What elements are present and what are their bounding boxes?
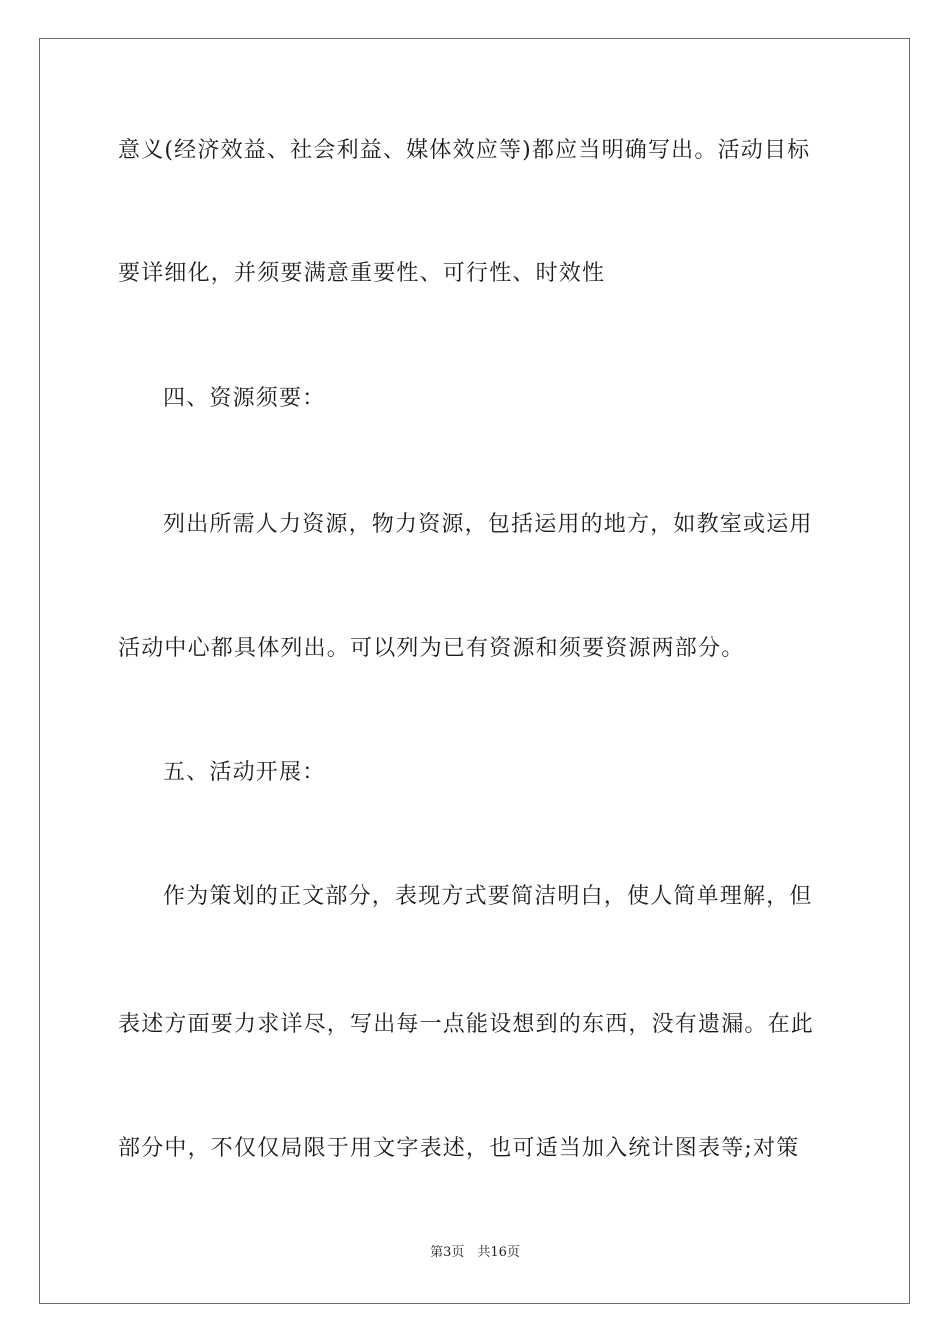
body-text-line: 活动中心都具体列出。可以列为已有资源和须要资源两部分。 (118, 636, 745, 661)
page-border (39, 38, 910, 1304)
body-text-line: 表述方面要力求详尽，写出每一点能设想到的东西，没有遗漏。在此 (118, 1012, 815, 1037)
section-heading-resources: 四、资源须要： (163, 386, 326, 411)
body-text-line: 意义(经济效益、社会利益、媒体效应等)都应当明确写出。活动目标 (118, 138, 811, 163)
section-heading-activity: 五、活动开展： (163, 760, 326, 785)
body-text-line: 作为策划的正文部分，表现方式要简洁明白，使人简单理解，但 (163, 884, 813, 909)
page-number-footer: 第3页 共16页 (430, 1245, 520, 1260)
body-text-line: 要详细化，并须要满意重要性、可行性、时效性 (118, 261, 606, 286)
body-text-line: 列出所需人力资源，物力资源，包括运用的地方，如教室或运用 (163, 512, 813, 537)
body-text-line: 部分中，不仅仅局限于用文字表述，也可适当加入统计图表等;对策 (118, 1136, 800, 1161)
